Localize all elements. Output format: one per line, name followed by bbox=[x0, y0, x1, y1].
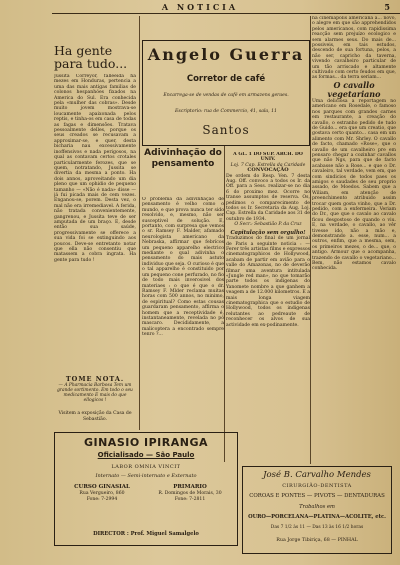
ginasio-director: DIRECTOR : Prof. Miguel Samalgelo bbox=[93, 531, 199, 537]
ad-name: Angelo Guerra bbox=[147, 45, 305, 64]
ad-address: Escriptorio: rua de Commercio, 41, sala, 11 bbox=[175, 109, 277, 114]
column-four bbox=[312, 16, 396, 462]
ginasio-primario bbox=[147, 485, 233, 502]
visitem-notice: Visitem a exposição da Casa de Sebastião. bbox=[58, 411, 132, 422]
column-divider bbox=[139, 16, 140, 430]
ad-ginasio-ipiranga bbox=[54, 432, 238, 546]
ginasio-subtitle: Oficialisado — São Paulo bbox=[97, 451, 195, 459]
column-divider bbox=[224, 146, 225, 462]
cavalo-title: O cavallo vegetariano bbox=[327, 79, 381, 99]
dentist-role: CIRURGIÃO-DENTISTA bbox=[282, 483, 352, 489]
dentist-services: COROAS E PONTES — PIVOTS — DENTADURAS bbox=[249, 493, 385, 499]
tome-nota-body: — A Pharmacia Barbosa Tem um grande sortimento. Em todo o seu medicamento E mais do que ellogicos ! bbox=[57, 383, 133, 403]
dentist-hours: Das 7 1/2 às 11 — Das 13 às 16 1/2 horas bbox=[270, 525, 364, 530]
tome-nota-title: TOME NOTA. bbox=[65, 375, 125, 383]
column-masonic-notice bbox=[226, 152, 310, 464]
ginasio-primario-phone: Fone: 7-2811 bbox=[174, 496, 206, 502]
ginasio-motto: LABOR OMNIA VINCIT bbox=[111, 464, 181, 470]
article-body-ha-gente: Jussita Correyor, falleeida ha mezes em Honduras, pertencia a uma das mais antigas familias de colonos hespanhóes fixados na America do Sul. Era conhecida pela «mulher das cobras». Desde muito jovem mostrava-se loucamente apaixonada pelos reptis, e tinha-os em casa de todas as fagas e dimensões. Tratava pessoalmente delles, porque os seus creados se recusavam a approximar-se, e quer, desta bicharia nau excessivamente inoffensivos e nada perigosos, na qual as contavam certos crotales particularmente ferozes, que se quem, notratando, Jussita se divertia da mesma a ponto. Ha dois annos, aproveitando um dia pleno que um ophidio de pequeno tamanho — «Não é nada» disse — já fui picada mais de cem vezes. Enganou-se, porem. Desta vez, o mal não era irremediavel. A ferida, não tratada convenientemente, gangrenou, e Jussita teve de ser amputada de um braço. E, desde então sua saúde, progressivamente se offerece a sua vida foi se extinguindo aos poucos. Deve-se entretanto notar que ella não consentiu que matassem a cobra ingrata. Ha gente para tudo ! bbox=[54, 74, 136, 263]
ginasio-curso-address: Rua Vergueiro, 860 bbox=[79, 490, 125, 496]
ginasio-curso bbox=[59, 485, 145, 502]
convocacao-signature: O Secr.: Sebastião P. da Cruz bbox=[234, 222, 302, 228]
article-body-adivinhacao: O problema da adivinhação de pensamento é velho como o mundo, e que prova nunca ter sido resolvido, e, mesmo, não ser susceptivel de solução. E, portanto, com surpresa que vemos o sr. Ramsey F. Malder, afamado neurologista americano da Nebraska, affirmar que febrícos um pequeno apparelho electrico mediante o qual adivinha o pensamento do mais astuto individuo que seja. O curioso é que o tal apparelho é constituido por um pequeno cone perfurado, no fio de todo mais inverosivel dos materiaes : o que é que o dr. Ramsey F. Mlder reclama muitas horas com 500 annos, no minimo, de espiritual? Como estas cousas guardaram pensamento, affirma o homem que a receptividade é, instantaneamente, revelada no pó mascaro. Decididamente, a malicoptera a encontrado sempre tenro ?... bbox=[142, 197, 224, 338]
ginasio-primario-address: R. Domingos de Morais, 30 bbox=[158, 490, 222, 496]
capitulacao-body: Traduzimos do final de um jornal de Paris a seguinte noticia : — Ferer três artistas films e expressos cinematographicos de Hollywood, acabam de partir em avião para o valle do Amazonas, no de deverão filmar uma aventura intitulada «Jungle red man», no que tomarão parte todos os indigenas do Yanomete nombre a que ganhem a veagem a de 12.000 kilometros. E a mais longa viagem cinematographica que o estudio de Hollywood, todos os indigenas relutantes ao pedreaute de reconhecer os alvos de sua actividade em ex-podinamente. bbox=[226, 236, 310, 328]
ginasio-curso-heading: CURSO GINASIAL bbox=[74, 484, 130, 490]
dentist-address: Rua Jorge Tibiriça, 68 — PINHAL bbox=[276, 538, 358, 543]
convocacao-body: De ordem do Resp. Ven. 7 desta Aug. Off. convoco a todos os Ir. da Off. para a Sess. realizar-se no dia 6 do proximo mez. Ocorre no transe assumptos de reserva. Os, pedimos o comparecimento de todos os Ir. Secretaria da Aug. Loj. Cap. Estrella da Caridade aos 31 de outubro de 1934. bbox=[226, 173, 310, 222]
ad-description: Encarrega-se de vendas de café em armazens geraes. bbox=[163, 93, 289, 98]
article-title-adivinhacao: Adivinhação do pensamento bbox=[144, 148, 222, 169]
cavalo-body: Uma deliciosa a reportagem no americano em Rosedale, o famoso nos parques com grandes carnes em restaurante, a creação do cavallo, o estranho pedido de tudo de Guido... era que um creatio, que gostava certo quanto... casa em um alimento com Mr. Shrley. O cavallo de facto, chamado «Rose», que o cavallo de um cavalheiro pre em pensaro chegar a cozinhar cavallos que não Ngs, para que de facto acabasse não a Rose... e que o Dr. cavaleiro, tal verdade, vem em, que com sindicios de todos paes os amigos e saudades de seu proprio assado, de Moedos. Sabem que a Wiliam, em atenção de preenchimento atribuido assim trocar quem gosta vinho, que a Dr. pedido, com a enfermeira. Veriam do Dr., que que o cavalo ao cavalo ficou desgostoso de quando o viu. E, na verdade, o cavallo, ao vêr tivesse ido, não a mão e, demonstrando a. esse, num... a outros, enfim, que a mesma, sem, os primeiros mezes, o de... que, o antigo. Armour que o acompanha, trazendo de cavallo o vegetariano... Bem, não estamos cavalo conhecida. bbox=[312, 98, 396, 272]
dentist-materials: OURO—PORCELANA—PLATINA—ACOLITE, etc. bbox=[248, 514, 386, 520]
dentist-name: José B. Carvalho Mendes bbox=[263, 470, 371, 480]
article-title-ha-gente: Ha gente para tudo... bbox=[54, 43, 128, 71]
tome-nota-box bbox=[54, 375, 136, 403]
dentist-trabalhos: Trabalhos em bbox=[299, 504, 335, 510]
ginasio-primario-heading: PRIMARIO bbox=[173, 484, 207, 490]
ad-role: Corretor de café bbox=[186, 74, 266, 84]
ad-angelo-guerra bbox=[142, 40, 310, 146]
ginasio-regime: Internato — Semi-internato e Externato bbox=[95, 473, 197, 479]
convocacao-title: CONVOCAÇÃO bbox=[247, 167, 289, 174]
ad-dentist bbox=[242, 466, 392, 554]
page-number: 5 bbox=[384, 2, 390, 12]
notice-lodge: Loj. 7 Cap. Estrella da Caridade bbox=[230, 162, 306, 168]
ginasio-curso-phone: Fone: 7-2994 bbox=[86, 496, 118, 502]
notice-heading: A GL. 1 DO SUP. ARCH. DO UNIV. bbox=[233, 152, 303, 163]
ad-city: Santos bbox=[202, 123, 250, 137]
ginasio-title: GINASIO IPIRANGA bbox=[83, 436, 208, 449]
masthead-rule bbox=[52, 13, 400, 14]
capitulacao-title: Capitulação sem orgulho! bbox=[230, 229, 306, 236]
column-four-top-text: na cinemapolis americana a... novo, o alegre em que são apprehendidos pelos americanos, com rapidissima reacção sem prejuízo ecologico e sem alarmes seus. Do mais de... possiveis, em tais estudos, descendo de sua fortuna, pelos, a não ser, capricho da taverna, vivendo cavalheiro particular de um tão arriscado e altamente cultivado com certo feudos em que, as formas... da terra seriam... bbox=[312, 16, 396, 81]
masthead-title: A NOTICIA bbox=[161, 2, 239, 12]
column-divider bbox=[310, 16, 311, 464]
